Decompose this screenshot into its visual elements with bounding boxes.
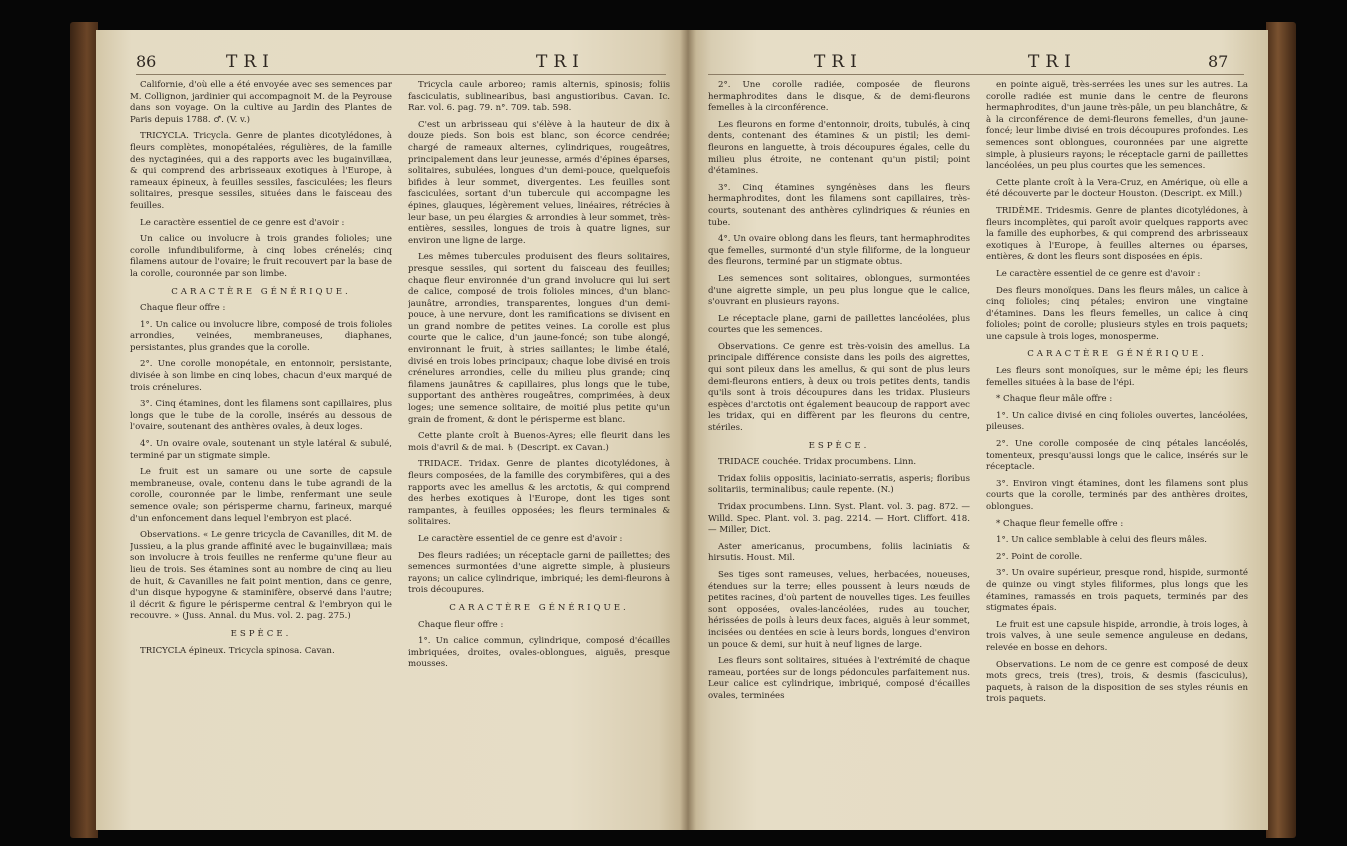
paragraph: Tricycla caule arboreo; ramis alternis, spinosis; foliis fasciculatis, sublinearibus, basi angustioribus. Cavan. Ic. Rar. vol. 6. pag. 79. n°. 709. tab. 598. bbox=[408, 80, 670, 114]
left-running-head-2: TRI bbox=[536, 52, 585, 72]
paragraph: 4°. Un ovaire oblong dans les fleurs, tant hermaphrodites que femelles, surmonté d'un style filiforme, de la longueur des fleurons, terminé par un stigmate obtus. bbox=[708, 234, 970, 268]
right-column-1 bbox=[708, 80, 970, 820]
paragraph: en pointe aiguë, très-serrées les unes sur les autres. La corolle radiée est munie dans le centre de fleurons hermaphrodites, d'un jaune très-pâle, un peu blanchâtre, & à la circonférence de demi-fleurons femelles, d'un jaune-foncé; leur limbe divisé en trois découpures profondes. Les semences sont oblongues, couronnées par une aigrette simple, à plusieurs rayons; le réceptacle garni de paillettes lancéolées, un peu plus courtes que les semences. bbox=[986, 80, 1248, 172]
left-page-number: 86 bbox=[136, 52, 157, 71]
paragraph: TRIDACE. Tridax. Genre de plantes dicotylédones, à fleurs composées, de la famille des corymbifères, qui a des rapports avec les amellus & les arctotis, & qui comprend des herbes exotiques à l'Europe, dont les tiges sont rampantes, à feuilles opposées; les fleurs terminales & solitaires. bbox=[408, 459, 670, 528]
paragraph: Les fleurons en forme d'entonnoir, droits, tubulés, à cinq dents, contenant des étamines & un pistil; les demi-fleurons en languette, à trois découpures égales, celle du milieu plus étroite, ne contenant qu'un pistil; point d'étamines. bbox=[708, 119, 970, 177]
paragraph: * Chaque fleur mâle offre : bbox=[996, 394, 1113, 405]
paragraph: 4°. Un ovaire ovale, soutenant un style latéral & subulé, terminé par un stigmate simple. bbox=[130, 439, 392, 461]
paragraph: Chaque fleur offre : bbox=[418, 619, 504, 630]
paragraph: 3°. Cinq étamines syngénèses dans les fleurs hermaphrodites, dont les filamens sont capillaires, très-courts, soutenant des anthères cylindriques & réunies en tube. bbox=[708, 182, 970, 228]
paragraph: Chaque fleur offre : bbox=[140, 303, 226, 314]
paragraph: 2°. Une corolle composée de cinq pétales lancéolés, tomenteux, presqu'aussi longs que le calice, insérés sur le réceptacle. bbox=[986, 439, 1248, 473]
paragraph: 3°. Un ovaire supérieur, presque rond, hispide, surmonté de quinze ou vingt styles filiformes, plus longs que les étamines, ramassés en trois paquets, terminés par des stigmates épais. bbox=[986, 568, 1248, 614]
paragraph: Le caractère essentiel de ce genre est d'avoir : bbox=[996, 268, 1201, 279]
paragraph: Les fleurs sont monoïques, sur le même épi; les fleurs femelles situées à la base de l'épi. bbox=[986, 366, 1248, 388]
paragraph: TRICYCLA. Tricycla. Genre de plantes dicotylédones, à fleurs complètes, monopétalées, régulières, de la famille des nyctaginées, qui a des rapports avec les bugainvillæa, & qui comprend des arbrisseaux exotiques à l'Europe, à rameaux épineux, à feuilles sessiles, fasciculées; les fleurs solitaires, presque sessiles, situées dans le faisceau des feuilles. bbox=[130, 131, 392, 211]
paragraph: Cette plante croît à la Vera-Cruz, en Amérique, où elle a été découverte par le docteur Houston. (Descript. ex Mill.) bbox=[986, 177, 1248, 200]
paragraph: Le caractère essentiel de ce genre est d'avoir : bbox=[418, 533, 623, 544]
paragraph: Les fleurs sont solitaires, situées à l'extrémité de chaque rameau, portées sur de longs pédoncules parfaitement nus. Leur calice est cylindrique, imbriqué, composé d'écailles ovales, terminées bbox=[708, 656, 970, 701]
paragraph: Des fleurs monoïques. Dans les fleurs mâles, un calice à cinq folioles; cinq pétales; environ une vingtaine d'étamines. Dans les fleurs femelles, un calice à cinq folioles; point de corolle; plusieurs styles en trois paquets; une capsule à trois loges, monosperme. bbox=[986, 285, 1248, 342]
paragraph: TRICYCLA épineux. Tricycla spinosa. Cavan. bbox=[140, 645, 335, 656]
left-running-head-1: TRI bbox=[226, 52, 275, 72]
right-page-number: 87 bbox=[1208, 52, 1229, 71]
paragraph: Le fruit est un samare ou une sorte de capsule membraneuse, ovale, contenu dans le tube agrandi de la corolle, couronnée par le limbe, renfermant une seule semence ovale; son périsperme charnu, farineux, marqué d'un enfoncement dans lequel l'embryon est placé. bbox=[130, 467, 392, 524]
paragraph: Californie, d'où elle a été envoyée avec ses semences par M. Collignon, jardinier qui accompagnoit M. de la Peyrouse dans son voyage. On la cultive au Jardin des Plantes de Paris depuis 1788. ♂. (V. v.) bbox=[130, 80, 392, 125]
paragraph: Ses tiges sont rameuses, velues, herbacées, noueuses, étendues sur la terre; elles poussent à leurs nœuds de petites racines, d'où partent de nouvelles tiges. Les feuilles sont opposées, ovales-lancéolées, rudes au toucher, hérissées de poils à leurs deux faces, aiguës à leur sommet, incisées ou dentées en scie à leurs bords, longues d'environ un pouce & demi, sur huit à neuf lignes de large. bbox=[708, 569, 970, 650]
paragraph: 3°. Cinq étamines, dont les filamens sont capillaires, plus longs que le tube de la corolle, insérés au dessous de l'ovaire, soutenant des anthères ovales, à deux loges. bbox=[130, 399, 392, 433]
paragraph: 2°. Point de corolle. bbox=[996, 551, 1083, 562]
paragraph: Un calice ou involucre à trois grandes folioles; une corolle infundibuliforme, à cinq lobes crénelés; cinq filamens autour de l'ovaire; le fruit recouvert par la base de la corolle, couronnée par son limbe. bbox=[130, 234, 392, 279]
paragraph: Tridax procumbens. Linn. Syst. Plant. vol. 3. pag. 872. — Willd. Spec. Plant. vol. 3. pag. 2214. — Hort. Cliffort. 418. — Miller, Dict. bbox=[708, 502, 970, 536]
section-heading: ESPÈCE. bbox=[808, 440, 870, 451]
paragraph: 1°. Un calice commun, cylindrique, composé d'écailles imbriquées, droites, ovales-oblongues, aiguës, presque mousses. bbox=[408, 636, 670, 670]
left-column-1 bbox=[130, 80, 392, 820]
paragraph: 2°. Une corolle monopétale, en entonnoir, persistante, divisée à son limbe en cinq lobes, chacun d'eux marqué de trois crénelures. bbox=[130, 359, 392, 393]
paragraph: Les semences sont solitaires, oblongues, surmontées d'une aigrette simple, un peu plus longue que le calice, s'ouvrant en plusieurs rayons. bbox=[708, 273, 970, 308]
paragraph: 1°. Un calice semblable à celui des fleurs mâles. bbox=[996, 535, 1207, 546]
section-heading: CARACTÈRE GÉNÉRIQUE. bbox=[1027, 349, 1207, 360]
paragraph: Cette plante croît à Buenos-Ayres; elle fleurit dans les mois d'avril & de mai. ♄ (Descript. ex Cavan.) bbox=[408, 431, 670, 453]
left-column-2 bbox=[408, 80, 670, 820]
paragraph: 1°. Un calice ou involucre libre, composé de trois folioles arrondies, veinées, membraneuses, diaphanes, persistantes, plus grandes que la corolle. bbox=[130, 319, 392, 353]
left-page bbox=[96, 30, 688, 830]
book-gutter bbox=[680, 30, 696, 830]
paragraph: 3°. Environ vingt étamines, dont les filamens sont plus courts que la corolle, terminés par des anthères droites, oblongues. bbox=[986, 478, 1248, 512]
paragraph: Des fleurs radiées; un réceptacle garni de paillettes; des semences surmontées d'une aigrette simple, à plusieurs rayons; un calice cylindrique, imbriqué; les demi-fleurons à trois découpures. bbox=[408, 550, 670, 596]
section-heading: ESPÈCE. bbox=[230, 628, 292, 639]
paragraph: TRIDÈME. Tridesmis. Genre de plantes dicotylédones, à fleurs incomplètes, qui paroît avoir quelques rapports avec la famille des euphorbes, & qui comprend des arbrisseaux exotiques à l'Europe, à feuilles alternes ou éparses, entières, & dont les fleurs sont disposées en épis. bbox=[986, 205, 1248, 263]
paragraph: Aster americanus, procumbens, foliis laciniatis & hirsutis. Houst. Mil. bbox=[708, 541, 970, 564]
left-header-rule bbox=[136, 74, 666, 75]
book-cover-left bbox=[70, 22, 98, 838]
paragraph: Les mêmes tubercules produisent des fleurs solitaires, presque sessiles, qui sortent du faisceau des feuilles; chaque fleur environnée d'un grand involucre qui lui sert de calice, composé de trois folioles minces, d'un blanc-jaunâtre, arrondies, transparentes, longues d'un demi-pouce, à une nervure, dont les ramifications se divisent en un grand nombre de petites veines. La corolle est plus courte que le calice, d'un jaune-foncé; son tube alongé, environnant le fruit, à stries saillantes; le limbe étalé, divisé en trois lobes principaux; chaque lobe divisé en trois crénelures arrondies, celle du milieu plus grande; cinq filamens jaunâtres & capillaires, plus longs que le tube, supportant des anthères rougeâtres, comprimées, à deux loges; une semence solitaire, de moitié plus petite qu'un grain de froment, & dont le périsperme est blanc. bbox=[408, 252, 670, 425]
paragraph: Observations. Le nom de ce genre est composé de deux mots grecs, treis (tres), trois, & desmis (fasciculus), paquets, à raison de la disposition de ses styles réunis en trois paquets. bbox=[986, 659, 1248, 705]
paragraph: Le réceptacle plane, garni de paillettes lancéolées, plus courtes que les semences. bbox=[708, 313, 970, 336]
paragraph: Tridax foliis oppositis, laciniato-serratis, asperis; floribus solitariis, terminalibus; caule repente. (N.) bbox=[708, 473, 970, 496]
paragraph: * Chaque fleur femelle offre : bbox=[996, 518, 1124, 529]
paragraph: Le caractère essentiel de ce genre est d'avoir : bbox=[140, 217, 345, 228]
paragraph: Le fruit est une capsule hispide, arrondie, à trois loges, à trois valves, à une seule semence anguleuse en dedans, relevée en bosse en dehors. bbox=[986, 619, 1248, 653]
section-heading: CARACTÈRE GÉNÉRIQUE. bbox=[449, 602, 629, 613]
paragraph: Observations. « Le genre tricycla de Cavanilles, dit M. de Jussieu, a la plus grande affinité avec le bugainvillæa; mais son involucre à trois feuilles ne renferme qu'une fleur au lieu de trois. Ses étamines sont au nombre de cinq au lieu de huit, & Cavanilles ne fait point mention, dans ce genre, d'un disque hypogyne & staminifère, observé dans l'autre; il décrit & figure le périsperme central & l'embryon qui le recouvre. » (Juss. Annal. du Mus. vol. 2. pag. 275.) bbox=[130, 530, 392, 622]
right-running-head-2: TRI bbox=[1028, 52, 1077, 72]
section-heading: CARACTÈRE GÉNÉRIQUE. bbox=[171, 286, 351, 297]
paragraph: TRIDACE couchée. Tridax procumbens. Linn. bbox=[718, 457, 917, 468]
paragraph: C'est un arbrisseau qui s'élève à la hauteur de dix à douze pieds. Son bois est blanc, son écorce cendrée; chargé de rameaux alternes, cylindriques, rougeâtres, principalement dans leur jeunesse, armés d'épines éparses, solitaires, subulées, longues d'un demi-pouce, quelquefois bifides à leur sommet, divergentes. Les feuilles sont fasciculées, sortant d'un tubercule qui accompagne les épines, glauques, légèrement velues, linéaires, rétrécies à leur base, un peu élargies & arrondies à leur sommet, très-entières, sessiles, longues de trois à quatre lignes, sur environ une ligne de large. bbox=[408, 119, 670, 246]
right-running-head-1: TRI bbox=[814, 52, 863, 72]
right-column-2 bbox=[986, 80, 1248, 820]
paragraph: 1°. Un calice divisé en cinq folioles ouvertes, lancéolées, pileuses. bbox=[986, 410, 1248, 433]
book-cover-right bbox=[1266, 22, 1296, 838]
paragraph: Observations. Ce genre est très-voisin des amellus. La principale différence consiste dans les poils des aigrettes, qui sont pileux dans les amellus, & qui sont de plus leurs demi-fleurons entiers, à deux ou trois petites dents, tandis qu'ils sont à trois découpures dans les tridax. Plusieurs espèces d'arctotis ont également beaucoup de rapport avec les tridax, qui en diffèrent par les fleurons du centre, stériles. bbox=[708, 341, 970, 434]
right-page bbox=[688, 30, 1268, 830]
right-header-rule bbox=[708, 74, 1244, 75]
paragraph: 2°. Une corolle radiée, composée de fleurons hermaphrodites dans le disque, & de demi-fleurons femelles à la circonférence. bbox=[708, 80, 970, 114]
